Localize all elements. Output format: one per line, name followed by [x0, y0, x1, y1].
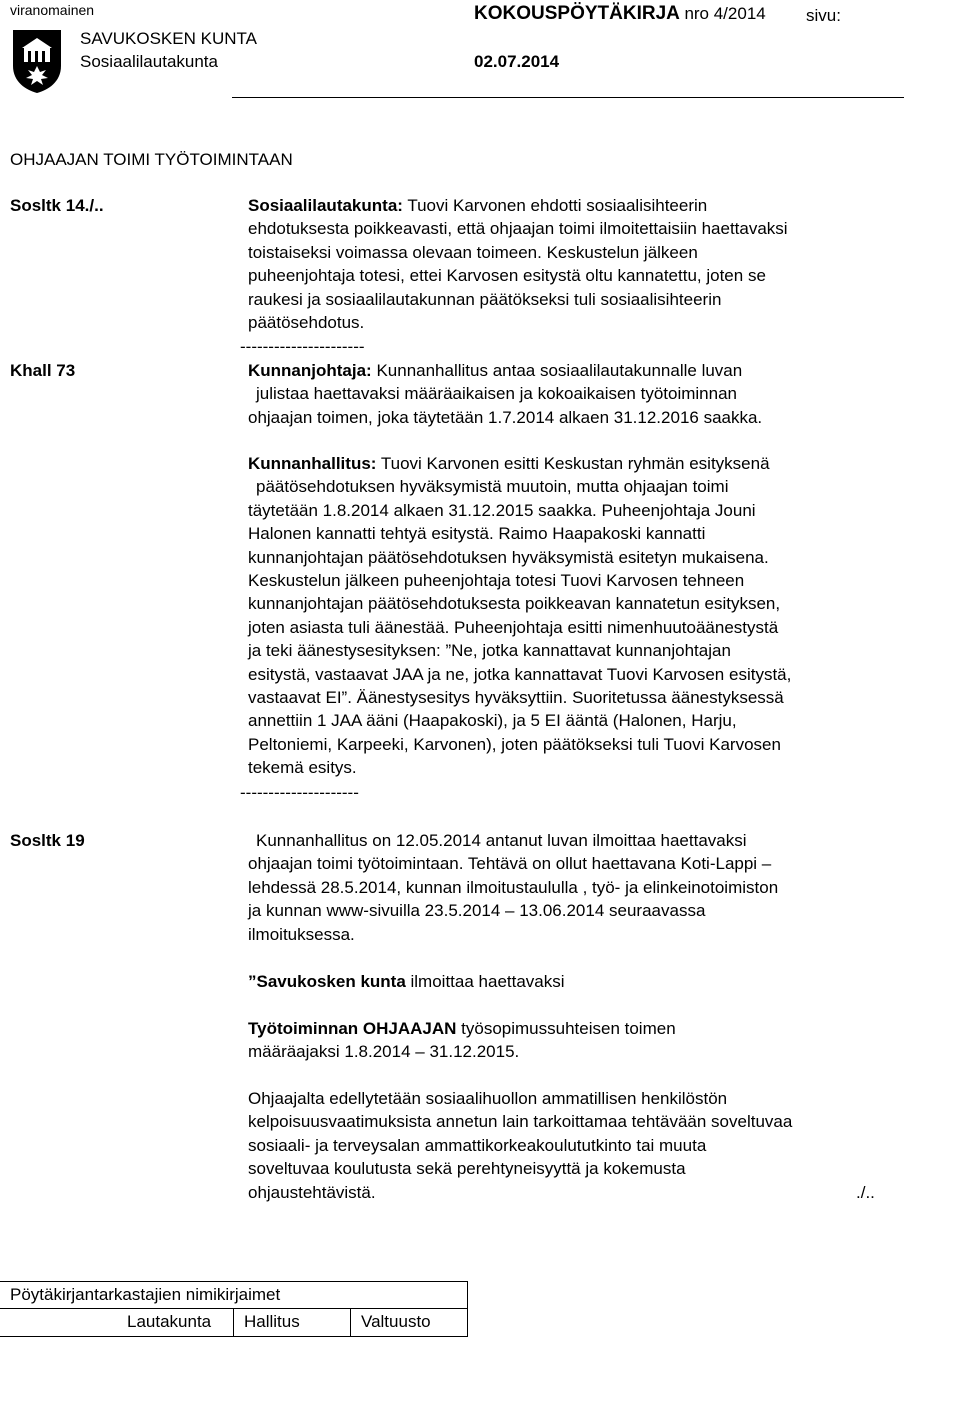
sosltk-reference: Sosltk 14./..	[10, 196, 104, 215]
announcement-heading: ”Savukosken kunta ilmoittaa haettavaksi	[248, 972, 565, 991]
board-decision-paragraph: Sosiaalilautakunta: Tuovi Karvonen ehdotti sosiaalisihteerin ehdotuksesta poikkeavasti, että ohjaajan toimi ilmoitettaisiin haettavaksi toistaiseksi voimassa olevaan toimeen. Keskustelun jälkeen puheenjohtaja totesi, ettei Karvosen esitystä oltu kannatettu, joten se raukesi ja sosiaalilautakunnan päätökseksi tuli sosiaalisihteerin päätösehdotus.	[248, 196, 788, 333]
council-decision-paragraph: Kunnanhallitus: Tuovi Karvonen esitti Keskustan ryhmän esityksenä päätösehdotuksen hyväksymistä muutoin, mutta ohjaajan toimi täytetään 1.8.2014 alkaen 31.12.2015 saakka. Puheenjohtaja Jouni Halonen kannatti tehtyä esitystä. Raimo Haapakoski kannatti kunnanjohtajan päätösehdotuksen hyväksymistä esitetyn mukaisena. Keskustelun jälkeen puheenjohtaja totesi Tuovi Karvosen tehneen kunnanjohtajan päätösehdotuksesta poikkeavan kannatetun esityksen, joten asiasta tuli äänestää. Puheenjohtaja esitti nimenhuutoäänestystä ja teki äänestysesityksen: ”Ne, jotka kannattavat kunnanjohtajan esitystä, vastaavat JAA ja ne, jotka kannattavat Tuovi Karvosen esitystä, vastaavat EI”. Äänestysesitys hyväksyttiin. Suoritetussa äänestyksessä annettiin 1 JAA ääni (Haapakoski), ja 5 EI ääntä (Halonen, Harju, Peltoniemi, Karpeeki, Karvonen), joten päätökseksi tuli Tuovi Karvosen tekemä esitys.	[248, 454, 792, 778]
signature-cell-hallitus: Hallitus	[234, 1309, 351, 1336]
municipality-bold: Savukosken kunta	[256, 972, 406, 991]
meeting-date: 02.07.2014	[474, 52, 560, 71]
position-paragraph: Työtoiminnan OHJAAJAN työsopimussuhteisen toimen määräajaksi 1.8.2014 – 31.12.2015.	[248, 1019, 676, 1062]
position-title: Työtoiminnan OHJAAJAN	[248, 1019, 457, 1038]
separator-line: ---------------------	[240, 783, 359, 802]
separator-line: ----------------------	[240, 337, 365, 356]
speaker-label: Sosiaalilautakunta:	[248, 196, 403, 215]
announcement-history-paragraph: Kunnanhallitus on 12.05.2014 antanut luvan ilmoittaa haettavaksi ohjaajan toimi työtoimintaan. Tehtävä on ollut haettavana Koti-Lappi – lehdessä 28.5.2014, kunnan ilmoitustaululla , työ- ja elinkeinotoimiston ja kunnan www-sivuilla 23.5.2014 – 13.06.2014 seuraavassa ilmoituksessa.	[248, 831, 779, 944]
document-title: KOKOUSPÖYTÄKIRJA nro 4/2014	[474, 3, 766, 24]
signature-table-title: Pöytäkirjantarkastajien nimikirjaimet	[0, 1282, 468, 1309]
page-label: sivu:	[806, 6, 841, 25]
signature-cell-lautakunta: Lautakunta	[0, 1309, 234, 1336]
speaker-label: Kunnanhallitus:	[248, 454, 377, 473]
document-number: nro 4/2014	[684, 4, 766, 23]
signature-cell-valtuusto: Valtuusto	[351, 1309, 468, 1336]
board-name: Sosiaalilautakunta	[80, 52, 218, 71]
municipality-name: SAVUKOSKEN KUNTA	[80, 29, 257, 48]
signature-table	[0, 1281, 468, 1337]
requirements-paragraph: Ohjaajalta edellytetään sosiaalihuollon ammatillisen henkilöstön kelpoisuusvaatimuksista annetun lain tarkoittamaa tehtävään soveltuvaa sosiaali- ja terveysalan ammattikorkeakoulututkinto tai muuta soveltuvaa koulutusta sekä perehtyneisyyttä ja kokemusta ohjaustehtävistä.	[248, 1089, 793, 1202]
status-label: viranomainen	[10, 2, 95, 18]
speaker-label: Kunnanjohtaja:	[248, 361, 372, 380]
continuation-mark: ./..	[856, 1183, 875, 1202]
mayor-proposal-paragraph: Kunnanjohtaja: Kunnanhallitus antaa sosiaalilautakunnalle luvan julistaa haettavaksi määräaikaisen ja kokoaikaisen työtoiminnan ohjaajan toimen, joka täytetään 1.7.2014 alkaen 31.12.2016 saakka.	[248, 361, 763, 427]
section-title: OHJAAJAN TOIMI TYÖTOIMINTAAN	[10, 150, 293, 169]
khall-reference: Khall 73	[10, 361, 76, 380]
sosltk19-reference: Sosltk 19	[10, 831, 85, 850]
coat-of-arms-icon	[10, 28, 64, 94]
header-rule	[232, 97, 904, 98]
